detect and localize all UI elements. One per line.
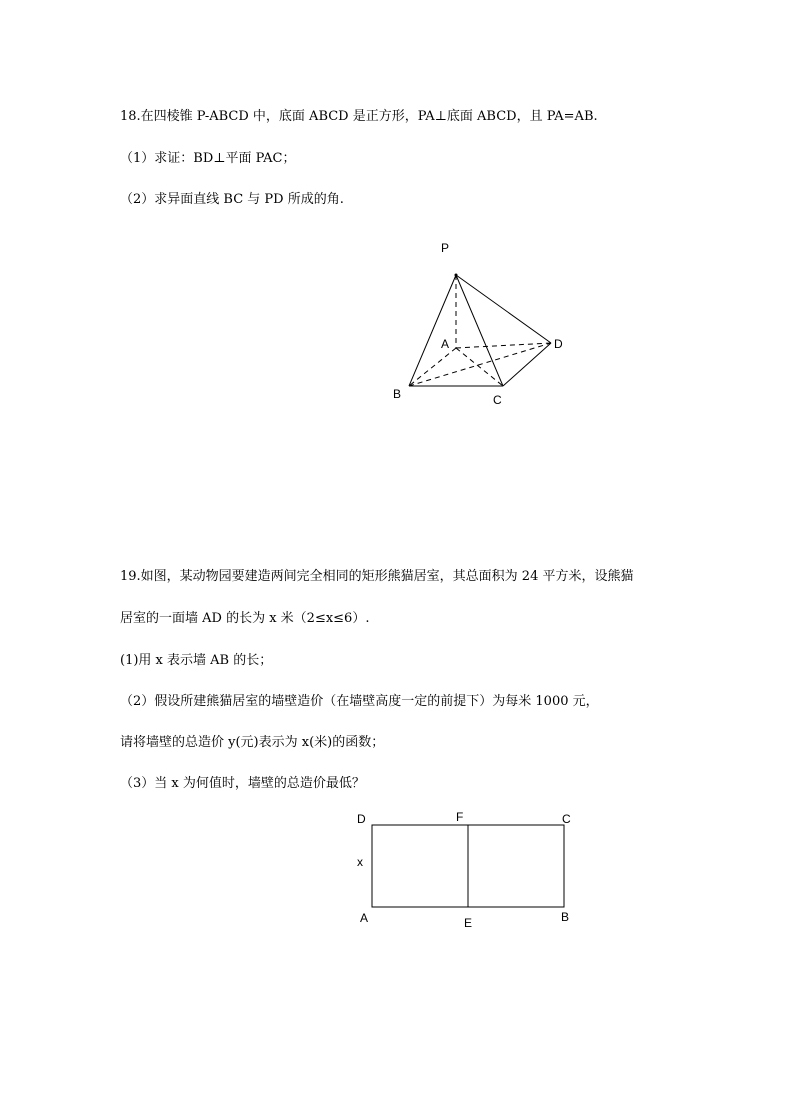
- edge-pc: [456, 275, 503, 386]
- label-e: E: [464, 916, 473, 930]
- edge-cd: [503, 343, 551, 386]
- label-c: C: [493, 393, 502, 407]
- q19-part3: （3）当 x 为何值时，墙壁的总造价最低？: [120, 776, 365, 791]
- label-x: x: [357, 855, 363, 869]
- q19-part2-line1: （2）假设所建熊猫居室的墙壁造价（在墙壁高度一定的前提下）为每米 1000 元，: [120, 694, 599, 709]
- label-d: D: [554, 337, 563, 351]
- q18-part1: （1）求证：BD⊥平面 PAC；: [120, 151, 296, 166]
- edge-ad: [456, 343, 551, 348]
- q19-part2-line2: 请将墙壁的总造价 y(元)表示为 x(米)的函数；: [120, 735, 385, 750]
- q19-stem-line2: 居室的一面墙 AD 的长为 x 米（2≤x≤6）.: [120, 611, 370, 626]
- label-c2: C: [562, 812, 571, 826]
- q19-stem-line1: 19.如图，某动物园要建造两间完全相同的矩形熊猫居室，其总面积为 24 平方米，设熊猫: [120, 569, 634, 584]
- edge-pd: [456, 275, 551, 343]
- edge-pb: [409, 275, 456, 386]
- label-b2: B: [561, 910, 570, 924]
- edge-ab: [409, 348, 456, 386]
- label-a: A: [441, 337, 450, 351]
- diagonal-bd: [409, 343, 551, 386]
- diagonal-ac: [456, 348, 503, 386]
- q19-part1: (1)用 x 表示墙 AB 的长；: [120, 653, 273, 668]
- enclosure-rect: [372, 825, 564, 907]
- vertex-p: [455, 274, 458, 277]
- label-p: P: [441, 241, 450, 255]
- q18-part2: （2）求异面直线 BC 与 PD 所成的角.: [120, 192, 344, 207]
- label-a2: A: [360, 911, 369, 925]
- label-b: B: [393, 387, 402, 401]
- q18-stem: 18.在四棱锥 P-ABCD 中，底面 ABCD 是正方形，PA⊥底面 ABCD，且 PA=AB.: [120, 109, 598, 124]
- label-f: F: [456, 810, 464, 824]
- label-d2: D: [357, 812, 366, 826]
